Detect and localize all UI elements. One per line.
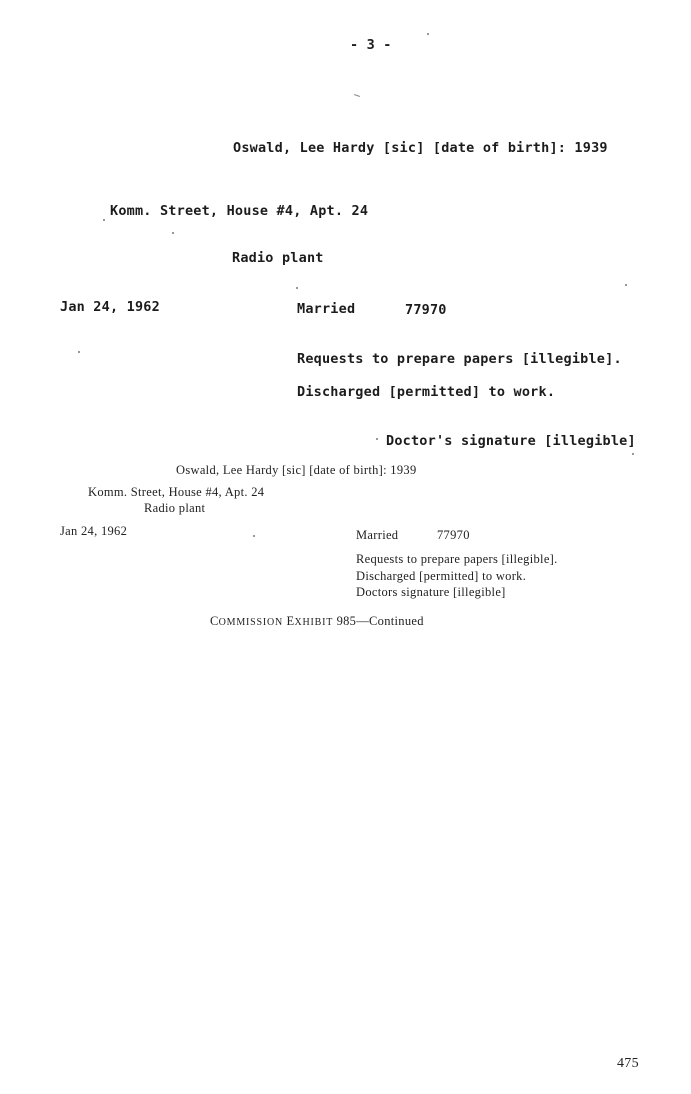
scan-speck — [625, 284, 627, 286]
scan-mark — [354, 94, 360, 97]
printed-discharged: Discharged [permitted] to work. — [356, 569, 527, 583]
scan-speck — [296, 287, 298, 289]
printed-name-line: Oswald, Lee Hardy [sic] [date of birth]: 1939 — [176, 463, 417, 477]
caption-rest: 985—Continued — [336, 614, 424, 628]
page-number: 475 — [617, 1056, 639, 1071]
scan-speck — [78, 351, 80, 353]
printed-workplace: Radio plant — [144, 501, 206, 515]
typed-discharged: Discharged [permitted] to work. — [297, 384, 556, 400]
printed-date: Jan 24, 1962 — [60, 524, 128, 538]
scan-speck — [427, 33, 429, 35]
typed-workplace: Radio plant — [232, 250, 324, 266]
typed-requests: Requests to prepare papers [illegible]. — [297, 351, 622, 367]
scan-speck — [253, 535, 255, 537]
printed-signature: Doctors signature [illegible] — [356, 585, 506, 599]
printed-number: 77970 — [437, 528, 470, 542]
caption-e: E — [286, 614, 295, 628]
printed-requests: Requests to prepare papers [illegible]. — [356, 552, 558, 566]
caption-c: C — [210, 614, 219, 628]
scan-speck — [172, 232, 174, 234]
typed-name-line: Oswald, Lee Hardy [sic] [date of birth]: 1939 — [233, 140, 608, 156]
scan-speck — [376, 438, 378, 440]
caption-ommission: OMMISSION — [218, 617, 284, 628]
printed-status: Married — [356, 528, 399, 542]
printed-street-line: Komm. Street, House #4, Apt. 24 — [88, 485, 265, 499]
page-marker: - 3 - — [350, 37, 392, 53]
caption-xhibit: XHIBIT — [294, 617, 334, 628]
scan-speck — [103, 219, 105, 221]
typed-date: Jan 24, 1962 — [60, 299, 160, 315]
typed-status: Married — [297, 301, 356, 317]
exhibit-caption — [210, 614, 424, 629]
typed-signature: Doctor's signature [illegible] — [386, 433, 636, 449]
typed-street-line: Komm. Street, House #4, Apt. 24 — [110, 203, 369, 219]
scan-speck — [632, 453, 634, 455]
typed-number: 77970 — [405, 302, 447, 318]
